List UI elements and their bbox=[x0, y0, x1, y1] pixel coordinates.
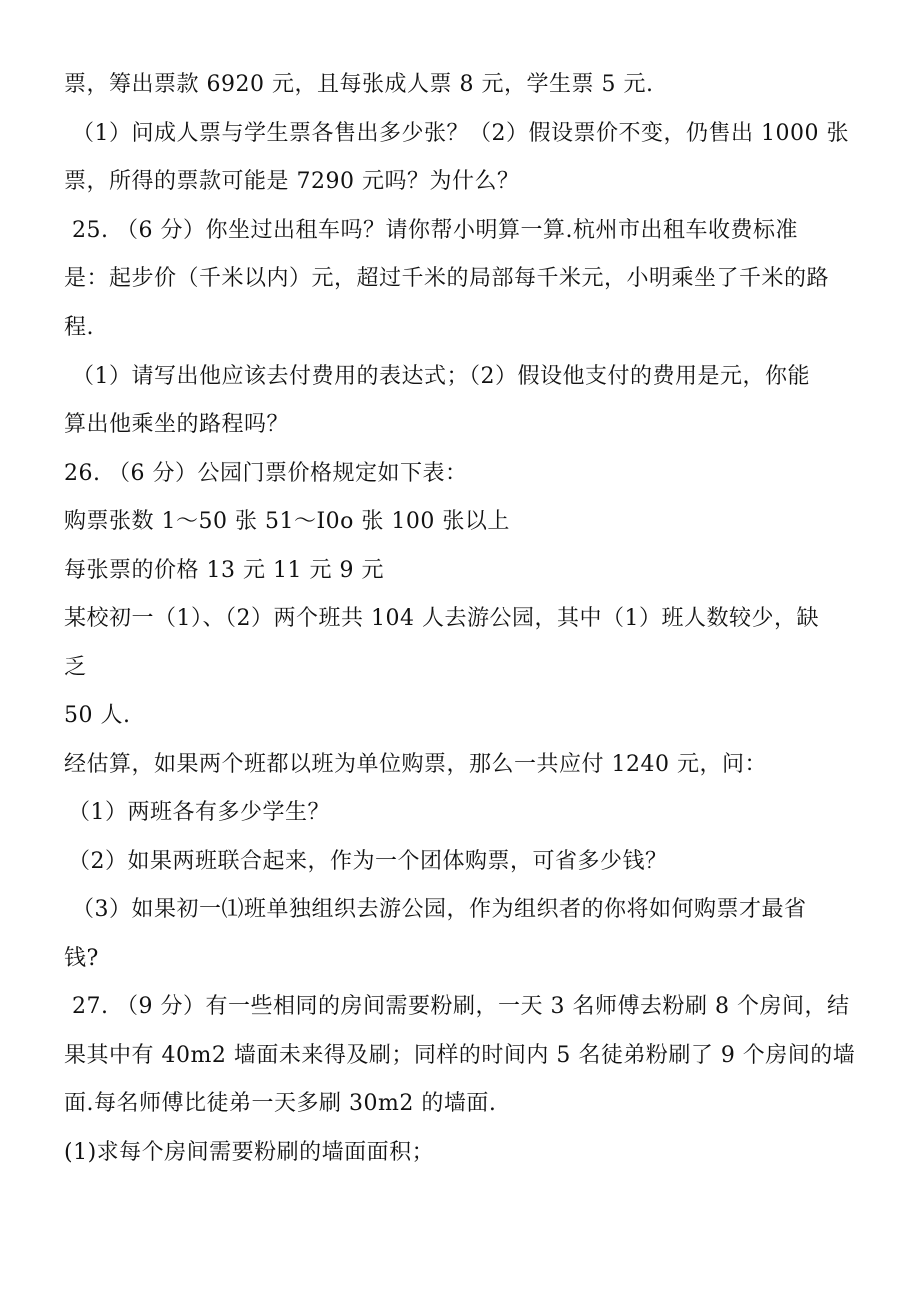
sub-question-line: (1)求每个房间需要粉刷的墙面面积； bbox=[64, 1140, 435, 1165]
text-line: 钱? bbox=[64, 946, 99, 971]
sub-question-line: （2）如果两班联合起来，作为一个团体购票，可省多少钱？ bbox=[68, 849, 668, 874]
text-line: 面.每名师傅比徒弟一天多刷 30m2 的墙面. bbox=[64, 1091, 497, 1116]
text-line: 乏 bbox=[64, 655, 87, 680]
sub-question-line: （3）如果初一⑴班单独组织去游公园，作为组织者的你将如何购票才最省 bbox=[72, 897, 807, 922]
text-line: 票，所得的票款可能是 7290 元吗？为什么？ bbox=[64, 169, 520, 194]
text-line: 程. bbox=[64, 315, 94, 340]
text-line: 票，筹出票款 6920 元，且每张成人票 8 元，学生票 5 元. bbox=[64, 72, 654, 97]
question-25-line: 25. （6 分）你坐过出租车吗？请你帮小明算一算.杭州市出租车收费标准 bbox=[72, 218, 798, 243]
text-line: 某校初一（1）、（2）两个班共 104 人去游公园，其中（1）班人数较少，缺 bbox=[64, 606, 819, 631]
text-line: 算出他乘坐的路程吗？ bbox=[64, 412, 290, 437]
text-line: （1）请写出他应该去付费用的表达式；（2）假设他支付的费用是元，你能 bbox=[72, 364, 810, 389]
question-26-line: 26. （6 分）公园门票价格规定如下表： bbox=[64, 461, 468, 486]
text-line: 果其中有 40m2 墙面未来得及刷；同样的时间内 5 名徒弟粉刷了 9 个房间的墙 bbox=[64, 1043, 856, 1068]
price-table-row: 每张票的价格 13 元 11 元 9 元 bbox=[64, 558, 384, 583]
sub-question-line: （1）两班各有多少学生？ bbox=[68, 800, 330, 825]
question-27-line: 27. （9 分）有一些相同的房间需要粉刷，一天 3 名师傅去粉刷 8 个房间，结 bbox=[72, 994, 850, 1019]
price-table-header: 购票张数 1～50 张 51～I0o 张 100 张以上 bbox=[64, 509, 510, 534]
text-line: 是：起步价（千米以内）元，超过千米的局部每千米元，小明乘坐了千米的路 bbox=[64, 266, 830, 291]
text-line: （1）问成人票与学生票各售出多少张？（2）假设票价不变，仍售出 1000 张 bbox=[72, 121, 849, 146]
text-line: 50 人. bbox=[64, 703, 131, 728]
text-line: 经估算，如果两个班都以班为单位购票，那么一共应付 1240 元，问： bbox=[64, 752, 767, 777]
